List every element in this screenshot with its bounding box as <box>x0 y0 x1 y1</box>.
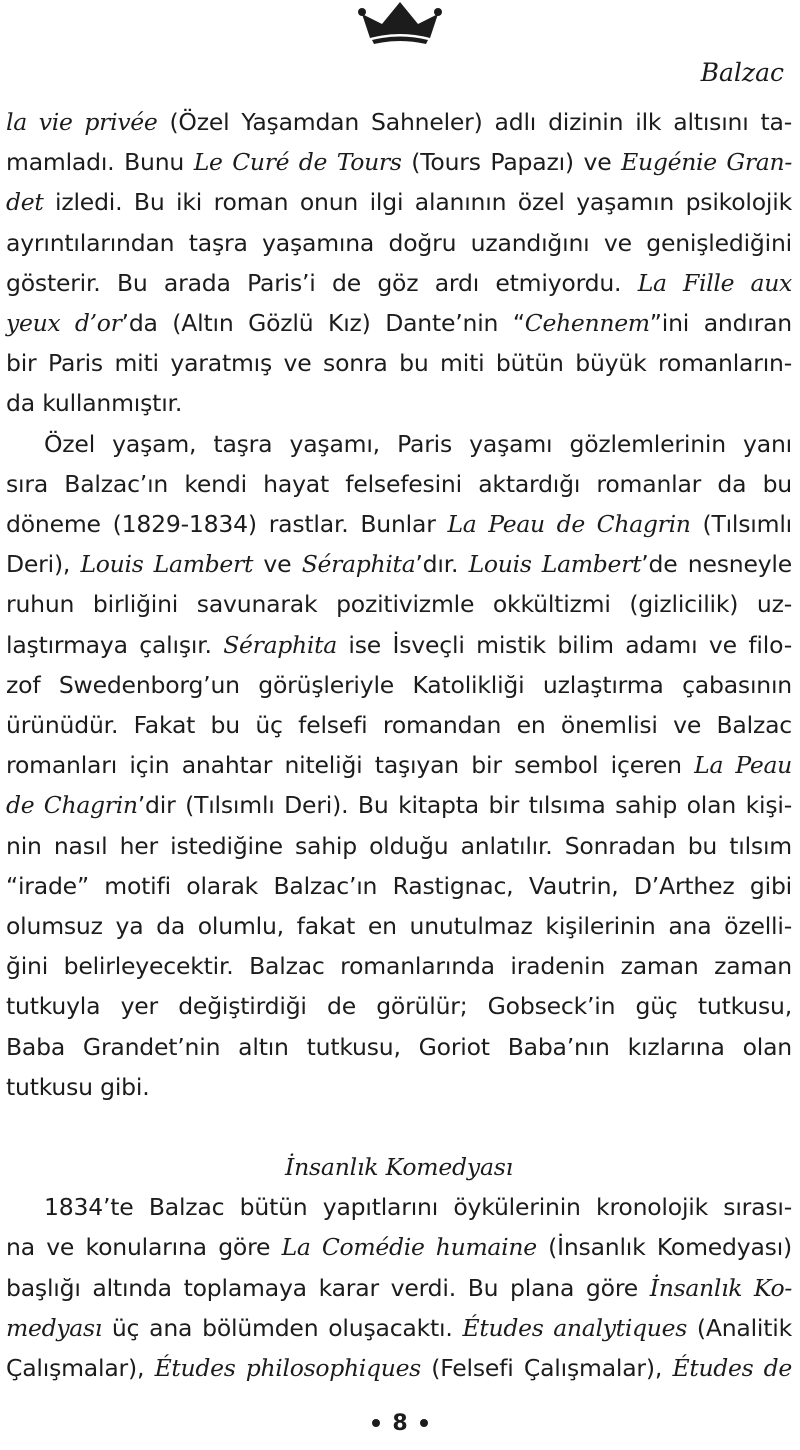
text-line: ayrıntılarından taşra yaşamına doğru uzandığını ve genişlediğini <box>6 228 792 257</box>
text-line: zof Swedenborg’un görüşleriyle Katolikliği uzlaştırma çabasının <box>6 670 792 699</box>
text-line: de Chagrin’dir (Tılsımlı Deri). Bu kitapta bir tılsıma sahip olan kişi- <box>6 791 792 820</box>
text-line: Çalışmalar), Études philosophiques (Felsefi Çalışmalar), Études de <box>6 1354 792 1383</box>
text-line: romanları için anahtar niteliği taşıyan bir sembol içeren La Peau <box>6 751 792 780</box>
text-line: medyası üç ana bölümden oluşacaktı. Études analytiques (Analitik <box>6 1313 792 1342</box>
text-line: mamladı. Bunu Le Curé de Tours (Tours Papazı) ve Eugénie Gran- <box>6 148 792 177</box>
text-line: da kullanmıştır. <box>6 389 183 418</box>
text-line: bir Paris miti yaratmış ve sonra bu miti bütün büyük romanların- <box>6 349 792 378</box>
section-title: İnsanlık Komedyası <box>285 1153 513 1182</box>
text-line: na ve konularına göre La Comédie humaine (İnsanlık Komedyası) <box>6 1233 792 1262</box>
text-line: 1834’te Balzac bütün yapıtlarını öykülerinin kronolojik sırası- <box>44 1193 792 1222</box>
text-line: Baba Grandet’nin altın tutkusu, Goriot Baba’nın kızlarına olan <box>6 1032 792 1061</box>
bullet-icon <box>420 1419 428 1427</box>
bullet-icon <box>372 1419 380 1427</box>
section-spacer <box>6 1107 792 1147</box>
body-text <box>6 102 792 1388</box>
running-head: Balzac <box>700 58 784 87</box>
text-line: ürünüdür. Fakat bu üç felsefi romandan en önemlisi ve Balzac <box>6 711 792 740</box>
text-line: laştırmaya çalışır. Séraphita ise İsveçli mistik bilim adamı ve filo- <box>6 630 792 659</box>
text-line: başlığı altında toplamaya karar verdi. Bu plana göre İnsanlık Ko- <box>6 1273 792 1302</box>
text-line: det izledi. Bu iki roman onun ilgi alanının özel yaşamın psikolojik <box>6 188 792 217</box>
text-line: ğini belirleyecektir. Balzac romanlarında iradenin zaman zaman <box>6 952 792 981</box>
page-footer <box>0 1407 800 1439</box>
text-line: ruhun birliğini savunarak pozitivizmle okkültizmi (gizlicilik) uz- <box>6 590 792 619</box>
text-line: Özel yaşam, taşra yaşamı, Paris yaşamı gözlemlerinin yanı <box>44 429 792 458</box>
page-number: 8 <box>392 1410 408 1436</box>
text-line: tutkuyla yer değiştirdiği de görülür; Gobseck’in güç tutkusu, <box>6 992 792 1021</box>
text-line: la vie privée (Özel Yaşamdan Sahneler) adlı dizinin ilk altısını ta- <box>6 108 792 136</box>
text-line: gösterir. Bu arada Paris’i de göz ardı etmiyordu. La Fille aux <box>6 268 792 297</box>
text-line: sıra Balzac’ın kendi hayat felsefesini aktardığı romanlar da bu <box>6 469 792 498</box>
text-line: Deri), Louis Lambert ve Séraphita’dır. Louis Lambert’de nesneyle <box>6 550 793 579</box>
text-line: nin nasıl her istediğine sahip olduğu anlatılır. Sonradan bu tılsım <box>6 831 792 860</box>
crown-ornament <box>356 0 444 46</box>
text-line: yeux d’or’da (Altın Gözlü Kız) Dante’nin “Cehennem”ini andıran <box>6 309 792 338</box>
text-line: “irade” motifi olarak Balzac’ın Rastignac, Vautrin, D’Arthez gibi <box>6 871 792 900</box>
text-line: tutkusu gibi. <box>6 1072 150 1101</box>
text-line: döneme (1829-1834) rastlar. Bunlar La Peau de Chagrin (Tılsımlı <box>6 510 792 539</box>
text-line: olumsuz ya da olumlu, fakat en unutulmaz kişilerinin ana özelli- <box>6 912 792 941</box>
